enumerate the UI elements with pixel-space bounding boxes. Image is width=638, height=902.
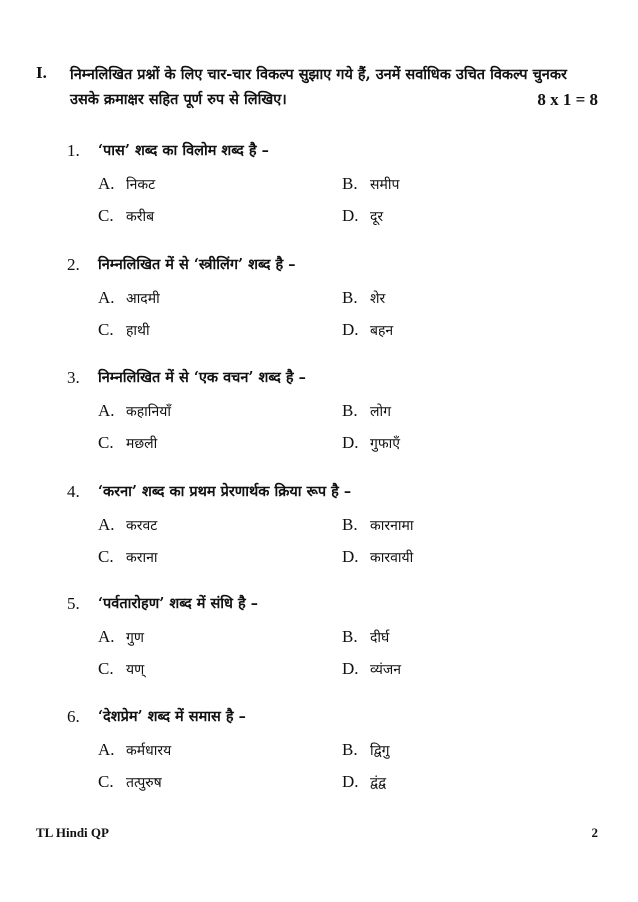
option-b: B. समीप (342, 174, 400, 193)
option-d: D. गुफाएँ (342, 433, 401, 452)
option-c-text: तत्पुरुष (126, 775, 162, 791)
question-number: 5. (67, 594, 80, 613)
question-4 (0, 480, 638, 580)
option-c-text: हाथी (126, 323, 150, 339)
option-c-text: यण् (126, 662, 145, 678)
option-d-text: द्वंद्व (370, 775, 387, 791)
question-text: ‘पास’ शब्द का विलोम शब्द है – (98, 142, 269, 159)
marks-allocation: 8 x 1 = 8 (537, 90, 598, 109)
option-c: C. मछली (98, 433, 158, 452)
option-c: C. यण् (98, 659, 145, 678)
option-a: A. करवट (98, 515, 158, 534)
question-3 (0, 366, 638, 466)
option-c: C. करीब (98, 206, 155, 225)
question-number: 3. (67, 368, 80, 387)
option-a-text: कर्मधारय (126, 743, 172, 759)
question-text: निम्नलिखित में से ‘एक वचन’ शब्द है – (98, 369, 306, 386)
option-b: B. द्विगु (342, 740, 390, 759)
option-b: B. कारनामा (342, 515, 414, 534)
option-a-text: करवट (126, 518, 158, 534)
question-number: 6. (67, 707, 80, 726)
option-a-text: आदमी (126, 291, 160, 307)
section-number: I. (36, 63, 47, 82)
option-d: D. बहन (342, 320, 394, 339)
option-a: A. गुण (98, 627, 145, 646)
option-d-text: गुफाएँ (370, 436, 401, 452)
option-d: D. व्यंजन (342, 659, 402, 678)
option-b-text: दीर्घ (370, 630, 390, 646)
option-a: A. निकट (98, 174, 156, 193)
page-number: 2 (591, 825, 598, 840)
option-d: D. द्वंद्व (342, 772, 387, 791)
option-d-text: कारवायी (370, 550, 414, 566)
option-c-text: मछली (126, 436, 158, 452)
question-1 (0, 139, 638, 239)
option-a: A. आदमी (98, 288, 160, 307)
option-c-text: करीब (126, 209, 155, 225)
instruction-line-2: उसके क्रमाक्षर सहित पूर्ण रुप से लिखिए। (70, 91, 287, 108)
footer-doc-label: TL Hindi QP (36, 825, 109, 840)
option-b: B. लोग (342, 401, 391, 420)
option-d-text: दूर (370, 209, 384, 225)
option-b-text: शेर (370, 291, 386, 307)
instruction-line-1: निम्नलिखित प्रश्नों के लिए चार-चार विकल्प सुझाए गये हैं, उनमें सर्वाधिक उचित विकल्प चुनकर (70, 66, 567, 83)
question-number: 4. (67, 482, 80, 501)
option-c: C. हाथी (98, 320, 150, 339)
question-text: ‘देशप्रेम’ शब्द में समास है – (98, 708, 246, 725)
option-b: B. दीर्घ (342, 627, 390, 646)
option-b-text: समीप (370, 177, 400, 193)
option-d-text: व्यंजन (370, 662, 402, 678)
option-b-text: कारनामा (370, 518, 414, 534)
question-text: ‘पर्वतारोहण’ शब्द में संधि है – (98, 595, 259, 612)
option-a-text: निकट (126, 177, 156, 193)
question-number: 2. (67, 255, 80, 274)
option-d: D. दूर (342, 206, 384, 225)
option-b-text: द्विगु (370, 743, 390, 759)
question-2 (0, 253, 638, 353)
option-b: B. शेर (342, 288, 386, 307)
option-c: C. तत्पुरुष (98, 772, 162, 791)
option-a: A. कर्मधारय (98, 740, 172, 759)
option-d: D. कारवायी (342, 547, 414, 566)
option-c-text: कराना (126, 550, 158, 566)
question-5 (0, 592, 638, 692)
option-a-text: गुण (126, 630, 145, 646)
option-a-text: कहानियाँ (126, 404, 171, 420)
option-c: C. कराना (98, 547, 158, 566)
option-d-text: बहन (370, 323, 394, 339)
option-a: A. कहानियाँ (98, 401, 171, 420)
option-b-text: लोग (370, 404, 391, 420)
question-number: 1. (67, 141, 80, 160)
question-text: निम्नलिखित में से ‘स्त्रीलिंग’ शब्द है – (98, 256, 296, 273)
question-6 (0, 705, 638, 805)
question-text: ‘करना’ शब्द का प्रथम प्रेरणार्थक क्रिया रूप है – (98, 483, 352, 500)
